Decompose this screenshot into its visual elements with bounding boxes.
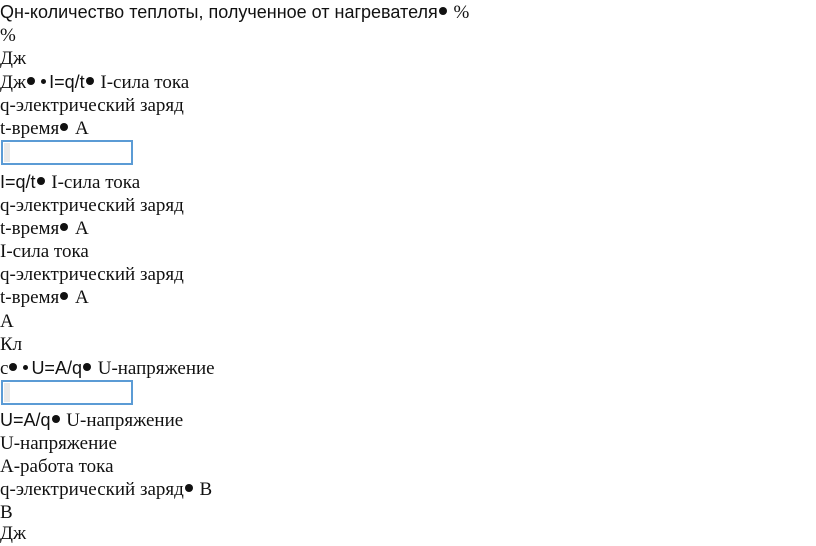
definition-text: A-работа тока bbox=[0, 456, 114, 477]
text-line bbox=[0, 408, 183, 432]
definition-text: I-сила тока bbox=[46, 172, 141, 193]
definition-text: q-электрический заряд bbox=[0, 264, 184, 285]
unit-text: A bbox=[70, 287, 89, 308]
bullet-icon bbox=[86, 77, 94, 85]
bullet-icon bbox=[83, 363, 91, 371]
text-line bbox=[0, 94, 184, 118]
text-line bbox=[0, 70, 189, 94]
unit-text: Дж bbox=[0, 523, 27, 544]
bullet-icon bbox=[52, 415, 60, 423]
small-bullet-icon bbox=[41, 79, 46, 84]
text-line bbox=[0, 333, 22, 357]
text-line bbox=[0, 117, 89, 141]
formula-text: U=A/q bbox=[0, 410, 51, 430]
text-line bbox=[0, 240, 89, 264]
formula-text: I=q/t bbox=[0, 172, 36, 192]
text-line bbox=[0, 286, 89, 310]
definition-text: U-напряжение bbox=[92, 358, 215, 379]
input-cursor-shade bbox=[4, 383, 10, 402]
definition-text: t-время bbox=[0, 287, 60, 308]
unit-text: A bbox=[70, 218, 89, 239]
formula-text: I=q/t bbox=[49, 72, 85, 92]
unit-text: B bbox=[0, 502, 13, 523]
text-line bbox=[0, 263, 184, 287]
text-line bbox=[0, 24, 16, 48]
definition-text: t-время bbox=[0, 218, 60, 239]
text-line bbox=[0, 47, 26, 71]
answer-input-box[interactable] bbox=[1, 380, 133, 405]
definition-text: I-сила тока bbox=[95, 72, 190, 93]
bullet-icon bbox=[60, 123, 68, 131]
unit-text: B bbox=[194, 479, 213, 500]
heat-quantity-text: Qн-количество теплоты, полученное от нагревателя bbox=[0, 2, 438, 22]
text-line bbox=[0, 455, 114, 479]
answer-input-box[interactable] bbox=[1, 140, 133, 165]
input-cursor-shade bbox=[4, 143, 10, 162]
unit-text: Дж bbox=[0, 72, 27, 93]
bullet-icon bbox=[439, 7, 447, 15]
unit-text: A bbox=[0, 311, 14, 332]
bullet-icon bbox=[60, 292, 68, 300]
bullet-icon bbox=[60, 223, 68, 231]
definition-text: t-время bbox=[0, 118, 60, 139]
text-line bbox=[0, 170, 140, 194]
definition-text: q-электрический заряд bbox=[0, 479, 184, 500]
definition-text: q-электрический заряд bbox=[0, 195, 184, 216]
formula-text: U=A/q bbox=[31, 358, 82, 378]
unit-text: с bbox=[0, 358, 9, 379]
definition-text: U-напряжение bbox=[0, 433, 117, 454]
unit-text: Кл bbox=[0, 334, 23, 355]
text-line bbox=[0, 522, 26, 546]
bullet-icon bbox=[27, 77, 35, 85]
text-line bbox=[0, 310, 14, 334]
text-line bbox=[0, 478, 212, 502]
definition-text: U-напряжение bbox=[61, 410, 184, 431]
definition-text: I-сила тока bbox=[0, 241, 89, 262]
percent-text: % bbox=[448, 2, 470, 23]
small-bullet-icon bbox=[23, 365, 28, 370]
text-line bbox=[0, 356, 215, 380]
unit-text: Дж bbox=[0, 48, 27, 69]
text-line bbox=[0, 194, 184, 218]
bullet-icon bbox=[185, 484, 193, 492]
text-line bbox=[0, 432, 117, 456]
percent-text: % bbox=[0, 25, 16, 46]
bullet-icon bbox=[37, 177, 45, 185]
text-line bbox=[0, 217, 89, 241]
bullet-icon bbox=[9, 363, 17, 371]
text-line-heat bbox=[0, 0, 469, 24]
unit-text: A bbox=[70, 118, 89, 139]
definition-text: q-электрический заряд bbox=[0, 95, 184, 116]
